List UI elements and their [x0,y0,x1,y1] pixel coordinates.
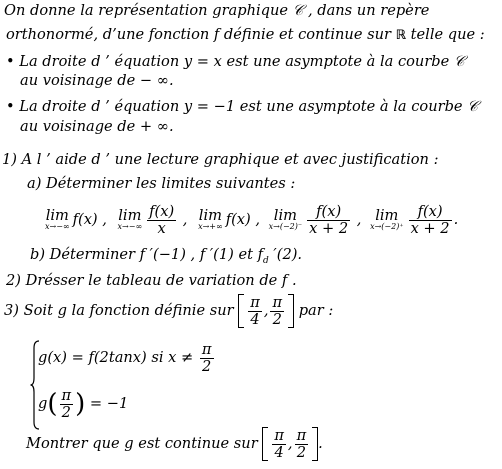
bullet-2-mark: • [6,98,15,115]
question-1b [30,246,302,270]
limit-5-fraction [409,204,452,237]
system-line-2 [38,382,128,426]
denominator: 4 [272,444,286,461]
numerator: π [201,340,212,358]
intro-line-2b: telle que : [406,26,485,43]
interval-end [270,295,284,328]
question-3-heading [4,289,333,333]
numerator: f(x) [417,202,443,220]
bullet-2-line-2: au voisinage de + ∞. [20,118,174,135]
lim-word: lim [45,206,69,224]
question-1-heading: 1) A l ’ aide d ’ une lecture graphique et avec justification : [2,151,439,168]
numerator: π [61,386,72,404]
question-1b-sub: d [263,255,269,266]
numerator: f(x) [316,202,342,220]
bullet-1-line-1 [6,53,465,71]
final-interval-end [295,428,309,461]
left-bracket [238,294,244,328]
limit-1-sep: , [97,211,107,228]
lim-sub: x→−∞ [45,221,70,231]
system-line-1-fraction [200,342,214,375]
limits-row [45,200,458,240]
interval-sep: , [263,302,269,319]
final-dot: . [318,435,323,452]
right-paren: ) [75,389,86,419]
denominator: 2 [295,444,309,461]
final-interval-sep: , [287,435,293,452]
real-numbers-symbol: ℝ [395,28,407,43]
intro-line-2a: orthonormé, d’une fonction f définie et continue sur [6,26,396,43]
denominator: x [147,220,176,237]
lim-sub: x→−∞ [117,221,143,231]
question-1b-text: b) Déterminer f ′(−1) , f ′(1) et f [30,246,264,263]
limit-3-sep: , [250,211,260,228]
limit-4-sep: , [352,211,362,228]
system-line-2-fraction [60,388,74,421]
limit-2-fraction [147,204,176,237]
final-interval-start [272,428,286,461]
lim-word: lim [198,206,222,224]
final-statement [26,422,323,466]
limit-5-sep: . [453,211,459,228]
question-1b-end: ′(2). [268,246,303,263]
denominator: 2 [200,358,214,375]
denominator: x + 2 [410,219,450,237]
bullet-2-text-a: La droite d ’ équation y = −1 est une asymptote à la courbe 𝒞 [19,98,478,115]
numerator: π [250,293,260,311]
limit-4 [268,206,303,232]
intro-line-2 [6,26,485,45]
limit-2-sep: , [178,211,188,228]
bullet-1-text-a: La droite d ’ équation y = x est une asymptote à la courbe 𝒞 [19,53,465,70]
numerator: f(x) [149,202,175,220]
system-line-1 [38,338,216,378]
bullet-1-mark: • [6,53,15,70]
final-text: Montrer que g est continue sur [26,435,258,452]
limit-3-expr: f(x) [225,211,251,228]
question-1a-heading: a) Déterminer les limites suivantes : [27,175,296,192]
intro-line-1: On donne la représentation graphique 𝒞 , dans un repère [4,2,430,19]
lim-word: lim [273,206,297,224]
denominator: 4 [248,311,262,328]
numerator: π [296,426,307,444]
lim-word: lim [118,206,142,224]
system-line-2-eq: = −1 [89,395,129,412]
lim-word: lim [375,206,399,224]
bullet-2-line-1 [6,98,478,116]
system-line-1-text: g(x) = f(2tanx) si x ≠ [38,349,194,366]
denominator: 2 [270,311,284,328]
denominator: 2 [60,404,74,421]
lim-sub: x→(−2)⁻ [268,221,303,231]
right-bracket [288,294,294,328]
limit-4-fraction [307,204,350,237]
interval-start [248,295,262,328]
lim-sub: x→+∞ [198,221,223,231]
question-3-text: 3) Soit g la fonction définie sur [4,302,234,319]
left-bracket [262,427,268,461]
numerator: π [274,426,284,444]
question-3-par: par : [298,302,334,319]
lim-sub: x→(−2)⁺ [370,221,404,231]
limit-1-expr: f(x) [72,211,98,228]
limit-1 [45,206,70,232]
bullet-1-line-2: au voisinage de − ∞. [20,72,174,89]
numerator: π [272,293,283,311]
limit-3 [198,206,223,232]
denominator: x + 2 [309,219,349,237]
limit-5 [370,206,404,232]
left-paren: ( [47,389,58,419]
question-2: 2) Drésser le tableau de variation de f . [6,272,297,289]
system-line-2-g: g [38,395,48,412]
limit-2 [117,206,143,232]
